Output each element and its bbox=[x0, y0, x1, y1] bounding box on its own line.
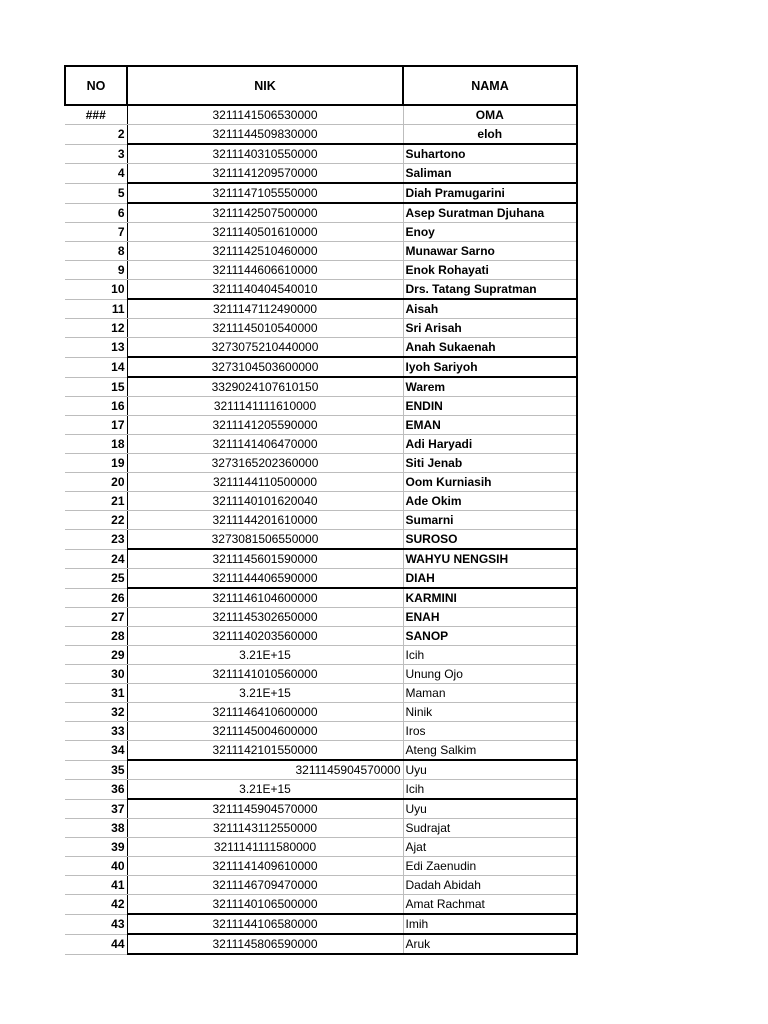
table-row bbox=[65, 857, 577, 876]
cell-nama: Ade Okim bbox=[403, 492, 577, 511]
cell-no: 19 bbox=[65, 454, 127, 473]
table-row bbox=[65, 741, 577, 761]
table-row bbox=[65, 627, 577, 646]
cell-nik: 3211146410600000 bbox=[127, 703, 403, 722]
cell-nik: 3.21E+15 bbox=[127, 646, 403, 665]
cell-no: 42 bbox=[65, 895, 127, 915]
cell-no: 21 bbox=[65, 492, 127, 511]
cell-nama: Ninik bbox=[403, 703, 577, 722]
cell-nik: 3211140501610000 bbox=[127, 223, 403, 242]
cell-nama: Maman bbox=[403, 684, 577, 703]
cell-nik: 3211141506530000 bbox=[127, 105, 403, 125]
cell-nama: Sumarni bbox=[403, 511, 577, 530]
cell-nama: Iyoh Sariyoh bbox=[403, 357, 577, 377]
cell-nik: 3329024107610150 bbox=[127, 377, 403, 397]
cell-nama: DIAH bbox=[403, 569, 577, 589]
cell-no: 28 bbox=[65, 627, 127, 646]
header-no: NO bbox=[65, 66, 127, 105]
cell-no: 4 bbox=[65, 164, 127, 184]
cell-nik: 3.21E+15 bbox=[127, 684, 403, 703]
table-row bbox=[65, 319, 577, 338]
cell-nik: 3211145302650000 bbox=[127, 608, 403, 627]
cell-nama: Aruk bbox=[403, 934, 577, 954]
table-row bbox=[65, 588, 577, 608]
table-body bbox=[65, 105, 577, 954]
cell-nik: 3211144606610000 bbox=[127, 261, 403, 280]
cell-no: 29 bbox=[65, 646, 127, 665]
cell-no: 9 bbox=[65, 261, 127, 280]
cell-nama: Uyu bbox=[403, 760, 577, 780]
cell-nama: Suhartono bbox=[403, 144, 577, 164]
cell-no: 40 bbox=[65, 857, 127, 876]
cell-nama: KARMINI bbox=[403, 588, 577, 608]
table-row bbox=[65, 492, 577, 511]
cell-nama: Siti Jenab bbox=[403, 454, 577, 473]
table-row bbox=[65, 722, 577, 741]
cell-nama: Amat Rachmat bbox=[403, 895, 577, 915]
cell-nik: 3211144406590000 bbox=[127, 569, 403, 589]
cell-nik: 3211141409610000 bbox=[127, 857, 403, 876]
table-row bbox=[65, 684, 577, 703]
cell-nik: 3211146104600000 bbox=[127, 588, 403, 608]
cell-no: 2 bbox=[65, 125, 127, 145]
cell-no: 30 bbox=[65, 665, 127, 684]
table-row bbox=[65, 876, 577, 895]
cell-nik: 3211144201610000 bbox=[127, 511, 403, 530]
table-row bbox=[65, 261, 577, 280]
cell-nik: 3211140404540010 bbox=[127, 280, 403, 300]
cell-nama: Sudrajat bbox=[403, 819, 577, 838]
table-row bbox=[65, 799, 577, 819]
cell-no: 17 bbox=[65, 416, 127, 435]
cell-no: 24 bbox=[65, 549, 127, 569]
cell-nama: Diah Pramugarini bbox=[403, 183, 577, 203]
cell-no: 6 bbox=[65, 203, 127, 223]
cell-nama: Enoy bbox=[403, 223, 577, 242]
cell-nik: 3211143112550000 bbox=[127, 819, 403, 838]
header-nama: NAMA bbox=[403, 66, 577, 105]
cell-no: 36 bbox=[65, 780, 127, 800]
cell-no: 32 bbox=[65, 703, 127, 722]
cell-no: 23 bbox=[65, 530, 127, 550]
table-row bbox=[65, 105, 577, 125]
cell-nama: Anah Sukaenah bbox=[403, 338, 577, 358]
cell-no: 3 bbox=[65, 144, 127, 164]
table-row bbox=[65, 473, 577, 492]
table-row bbox=[65, 703, 577, 722]
cell-no: 10 bbox=[65, 280, 127, 300]
table-row bbox=[65, 608, 577, 627]
table-row bbox=[65, 895, 577, 915]
cell-no: 33 bbox=[65, 722, 127, 741]
cell-nama: Aisah bbox=[403, 299, 577, 319]
table-row bbox=[65, 164, 577, 184]
cell-nama: Ateng Salkim bbox=[403, 741, 577, 761]
cell-nama: ENDIN bbox=[403, 397, 577, 416]
table-row bbox=[65, 357, 577, 377]
table-row bbox=[65, 144, 577, 164]
cell-nama: Sri Arisah bbox=[403, 319, 577, 338]
cell-nik: 3211146709470000 bbox=[127, 876, 403, 895]
cell-nama: Adi Haryadi bbox=[403, 435, 577, 454]
table-row bbox=[65, 838, 577, 857]
cell-nama: Warem bbox=[403, 377, 577, 397]
cell-nama: EMAN bbox=[403, 416, 577, 435]
cell-no: 35 bbox=[65, 760, 127, 780]
cell-nama: Unung Ojo bbox=[403, 665, 577, 684]
cell-no: 7 bbox=[65, 223, 127, 242]
cell-no: 43 bbox=[65, 914, 127, 934]
cell-nama: Enok Rohayati bbox=[403, 261, 577, 280]
table-row bbox=[65, 914, 577, 934]
cell-nik: 3211140310550000 bbox=[127, 144, 403, 164]
cell-nama: Ajat bbox=[403, 838, 577, 857]
cell-no: 22 bbox=[65, 511, 127, 530]
cell-no: 13 bbox=[65, 338, 127, 358]
cell-nama: Oom Kurniasih bbox=[403, 473, 577, 492]
cell-nama: Dadah Abidah bbox=[403, 876, 577, 895]
table-row bbox=[65, 549, 577, 569]
table-row bbox=[65, 819, 577, 838]
spreadsheet-table bbox=[64, 65, 578, 955]
cell-nik: 3273104503600000 bbox=[127, 357, 403, 377]
table-row bbox=[65, 223, 577, 242]
cell-nik: 3273081506550000 bbox=[127, 530, 403, 550]
cell-nama: ENAH bbox=[403, 608, 577, 627]
cell-nik: 3211147112490000 bbox=[127, 299, 403, 319]
table-row bbox=[65, 338, 577, 358]
cell-no: 38 bbox=[65, 819, 127, 838]
cell-no: 44 bbox=[65, 934, 127, 954]
cell-no: 26 bbox=[65, 588, 127, 608]
cell-nik: 3211141111580000 bbox=[127, 838, 403, 857]
cell-nama: Iros bbox=[403, 722, 577, 741]
cell-no: 16 bbox=[65, 397, 127, 416]
cell-nama: Uyu bbox=[403, 799, 577, 819]
cell-nik: 3211145904570000 bbox=[127, 799, 403, 819]
table-row bbox=[65, 569, 577, 589]
cell-no: 31 bbox=[65, 684, 127, 703]
cell-nik: 3211144106580000 bbox=[127, 914, 403, 934]
cell-nik: 3211142507500000 bbox=[127, 203, 403, 223]
cell-nik: 3211141205590000 bbox=[127, 416, 403, 435]
cell-nik: 3211145601590000 bbox=[127, 549, 403, 569]
cell-no: 27 bbox=[65, 608, 127, 627]
cell-nik: 3211144110500000 bbox=[127, 473, 403, 492]
cell-nik: 3211141209570000 bbox=[127, 164, 403, 184]
cell-nik: 3211140101620040 bbox=[127, 492, 403, 511]
cell-nik: 3273165202360000 bbox=[127, 454, 403, 473]
cell-nama: Drs. Tatang Supratman bbox=[403, 280, 577, 300]
header-row bbox=[65, 66, 577, 105]
table-row bbox=[65, 511, 577, 530]
table-row bbox=[65, 435, 577, 454]
table-row bbox=[65, 530, 577, 550]
table-row bbox=[65, 299, 577, 319]
cell-nama: Asep Suratman Djuhana bbox=[403, 203, 577, 223]
cell-nik: 3211140203560000 bbox=[127, 627, 403, 646]
cell-nama: OMA bbox=[403, 105, 577, 125]
header-nik: NIK bbox=[127, 66, 403, 105]
cell-no: 25 bbox=[65, 569, 127, 589]
cell-no: ### bbox=[65, 105, 127, 125]
table-row bbox=[65, 377, 577, 397]
cell-no: 12 bbox=[65, 319, 127, 338]
cell-no: 14 bbox=[65, 357, 127, 377]
table-row bbox=[65, 242, 577, 261]
cell-no: 11 bbox=[65, 299, 127, 319]
table-row bbox=[65, 665, 577, 684]
cell-nama: Icih bbox=[403, 646, 577, 665]
cell-nik: 3211141111610000 bbox=[127, 397, 403, 416]
cell-nik: 3211145004600000 bbox=[127, 722, 403, 741]
cell-nik: 3211145010540000 bbox=[127, 319, 403, 338]
cell-no: 8 bbox=[65, 242, 127, 261]
cell-nama: Edi Zaenudin bbox=[403, 857, 577, 876]
cell-nik: 3211145806590000 bbox=[127, 934, 403, 954]
cell-nik: 3273075210440000 bbox=[127, 338, 403, 358]
cell-nik: 3211145904570000 bbox=[127, 760, 403, 780]
cell-no: 20 bbox=[65, 473, 127, 492]
table-row bbox=[65, 203, 577, 223]
cell-no: 15 bbox=[65, 377, 127, 397]
cell-nik: 3.21E+15 bbox=[127, 780, 403, 800]
cell-no: 41 bbox=[65, 876, 127, 895]
cell-no: 18 bbox=[65, 435, 127, 454]
table-row bbox=[65, 397, 577, 416]
cell-nik: 3211142510460000 bbox=[127, 242, 403, 261]
cell-nama: WAHYU NENGSIH bbox=[403, 549, 577, 569]
cell-no: 34 bbox=[65, 741, 127, 761]
cell-nik: 3211141010560000 bbox=[127, 665, 403, 684]
table-row bbox=[65, 780, 577, 800]
cell-nik: 3211140106500000 bbox=[127, 895, 403, 915]
cell-no: 39 bbox=[65, 838, 127, 857]
cell-no: 37 bbox=[65, 799, 127, 819]
cell-nama: Imih bbox=[403, 914, 577, 934]
cell-nama: eloh bbox=[403, 125, 577, 145]
cell-nama: Icih bbox=[403, 780, 577, 800]
cell-no: 5 bbox=[65, 183, 127, 203]
table-row bbox=[65, 760, 577, 780]
table-row bbox=[65, 646, 577, 665]
cell-nama: Saliman bbox=[403, 164, 577, 184]
table-row bbox=[65, 280, 577, 300]
table-row bbox=[65, 934, 577, 954]
table-row bbox=[65, 416, 577, 435]
table-row bbox=[65, 454, 577, 473]
cell-nama: Munawar Sarno bbox=[403, 242, 577, 261]
cell-nik: 3211142101550000 bbox=[127, 741, 403, 761]
cell-nama: SANOP bbox=[403, 627, 577, 646]
table-row bbox=[65, 183, 577, 203]
cell-nama: SUROSO bbox=[403, 530, 577, 550]
table-row bbox=[65, 125, 577, 145]
cell-nik: 3211141406470000 bbox=[127, 435, 403, 454]
cell-nik: 3211144509830000 bbox=[127, 125, 403, 145]
cell-nik: 3211147105550000 bbox=[127, 183, 403, 203]
